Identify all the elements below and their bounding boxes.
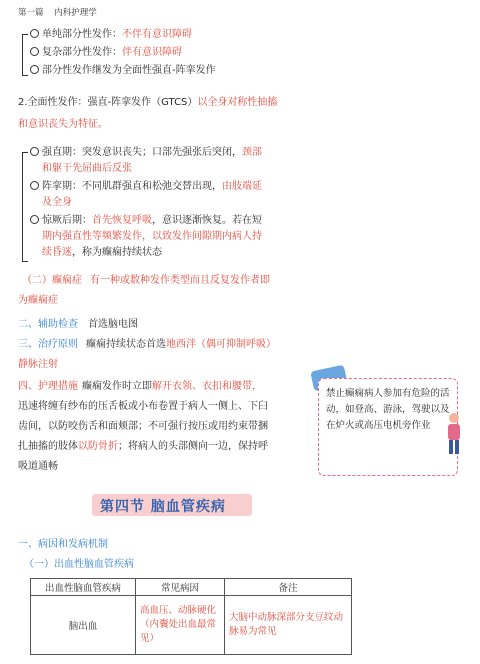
nursing-line: 齿间，以防咬伤舌和面颊部；不可强行按压或用约束带捆 <box>18 421 268 432</box>
phase-line: 续昏迷，称为癫痫持续状态 <box>42 247 162 258</box>
table-row <box>31 596 352 655</box>
table-cell: 脑出血 <box>31 596 136 655</box>
note-text: 禁止癫痫病人参加有危险的活动，如登高、游泳，驾驶以及在炉火或高压电机旁作业 <box>326 388 450 431</box>
nursing-line: 迅速将缠有纱布的压舌板或小布卷置于病人一侧上、下臼 <box>18 401 268 412</box>
gtcs-line: 和意识丧失为特征。 <box>18 119 108 130</box>
list-item: 复杂部分性发作：伴有意识障碍 <box>30 46 182 60</box>
phase-line: 和躯干先屈曲后反张 <box>42 163 132 174</box>
treatment-line: 静脉注射 <box>18 359 58 370</box>
phase-item: 强直期：突发意识丧失；口部先强张后突闭，颈部 <box>30 146 262 160</box>
list-item: 单纯部分性发作：不伴有意识障碍 <box>30 28 192 42</box>
circle-icon <box>30 65 39 74</box>
aux-exam: 二、辅助检查 首选脑电图 <box>18 319 138 330</box>
bracket <box>22 34 28 76</box>
disease-table <box>30 578 352 655</box>
header-title: 内科护理学 <box>54 8 97 18</box>
gtcs-line: 2.全面性发作：强直-阵挛发作（GTCS）以全身对称性抽搐 <box>18 97 278 108</box>
nursing-line: 吸道通畅 <box>18 461 58 472</box>
table-header: 常见病因 <box>136 579 225 596</box>
circle-icon <box>30 29 39 38</box>
table-cell: 大脑中动脉深部分支豆纹动脉易为常见 <box>225 596 352 655</box>
heading: 一、病因和发病机制 <box>18 539 108 550</box>
table-header: 出血性脑血管疾病 <box>31 579 136 596</box>
header-section: 第一篇 <box>18 8 44 18</box>
phase-line: 及全身 <box>42 197 72 208</box>
nursing-line: 扎抽搐的肢体以防骨折；将病人的头部侧向一边，保持呼 <box>18 441 268 452</box>
circle-icon <box>30 147 39 156</box>
table-header: 备注 <box>225 579 352 596</box>
circle-icon <box>30 215 39 224</box>
nursing: 四、护理措施 癫痫发作时立即解开衣领、衣扣和腰带， <box>18 381 262 392</box>
bracket <box>22 152 28 262</box>
subheading: （一）出血性脑血管疾病 <box>24 559 134 570</box>
circle-icon <box>30 47 39 56</box>
phase-item: 阵挛期：不同肌群强直和松弛交替出现，由肢端延 <box>30 180 262 194</box>
figure-icon <box>440 410 468 460</box>
epilepsy-def-line: 为癫痫症 <box>18 295 58 306</box>
epilepsy-def: （二）癫痫症 有一种或数种发作类型而且反复发作者即 <box>22 275 270 286</box>
page-header <box>18 6 97 18</box>
table-cell: 高血压、动脉硬化（内囊处出血最常见） <box>136 596 225 655</box>
list-item: 部分性发作继发为全面性强直-阵挛发作 <box>30 64 216 78</box>
phase-item: 惊厥后期：首先恢复呼吸，意识逐渐恢复。若在短 <box>30 214 262 228</box>
circle-icon <box>30 181 39 190</box>
phase-line: 期内强直性等频繁发作，以致发作间隙期内病人持 <box>42 231 262 242</box>
section-title: 第四节 脑血管疾病 <box>100 499 226 515</box>
treatment: 三、治疗原则 癫痫持续状态首选地西泮（偶可抑制呼吸） <box>18 339 276 350</box>
